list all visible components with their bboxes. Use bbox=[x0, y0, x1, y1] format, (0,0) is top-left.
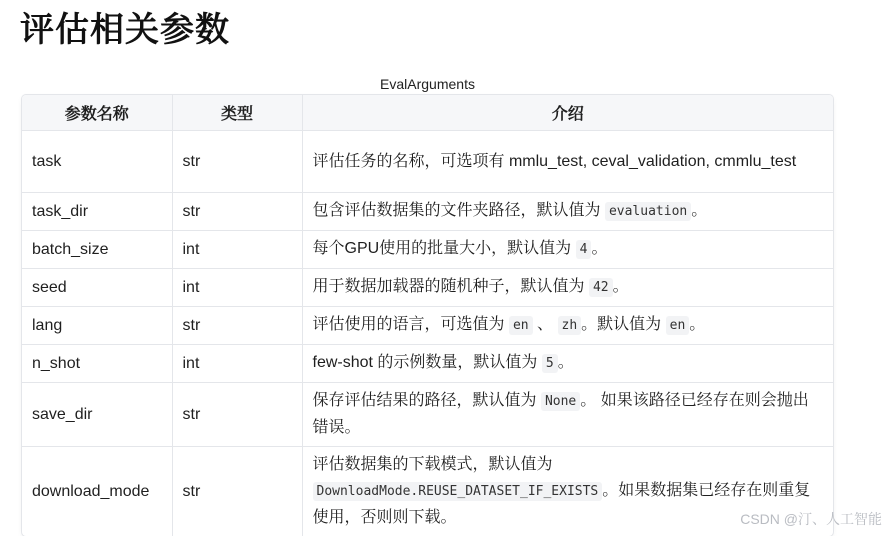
description-text: 评估数据集的下载模式，默认值为 bbox=[313, 456, 553, 473]
inline-code: 5 bbox=[542, 354, 558, 373]
description-text: 。如果数据集已经存在则重复使用，否则则下载。 bbox=[313, 482, 811, 526]
header-type: 类型 bbox=[172, 95, 302, 131]
param-type-cell: str bbox=[172, 131, 302, 193]
description-text: 。 bbox=[591, 240, 607, 257]
description-text: 用于数据加载器的随机种子，默认值为 bbox=[313, 278, 589, 295]
inline-code: DownloadMode.REUSE_DATASET_IF_EXISTS bbox=[313, 482, 603, 501]
description-text: 保存评估结果的路径，默认值为 bbox=[313, 392, 541, 409]
inline-code: None bbox=[541, 392, 580, 411]
inline-code: zh bbox=[558, 316, 582, 335]
param-type-cell: str bbox=[172, 193, 302, 231]
description-text: 评估任务的名称，可选项有 mmlu_test, ceval_validation, cmmlu_test bbox=[313, 153, 797, 170]
inline-code: evaluation bbox=[605, 202, 691, 221]
description-text: 。 bbox=[691, 202, 707, 219]
param-description-cell bbox=[302, 345, 833, 383]
param-description-cell bbox=[302, 193, 833, 231]
inline-code: en bbox=[666, 316, 690, 335]
table-row bbox=[22, 345, 833, 383]
description-text: 评估使用的语言，可选值为 bbox=[313, 316, 509, 333]
description-text: few-shot 的示例数量，默认值为 bbox=[313, 354, 542, 371]
param-description-cell bbox=[302, 307, 833, 345]
table-row bbox=[22, 307, 833, 345]
param-type-cell: str bbox=[172, 447, 302, 536]
param-description-cell bbox=[302, 269, 833, 307]
inline-code: 42 bbox=[589, 278, 613, 297]
watermark: CSDN @汀、人工智能 bbox=[740, 509, 882, 529]
param-name-cell: lang bbox=[22, 307, 172, 345]
param-name-cell: task bbox=[22, 131, 172, 193]
inline-code: en bbox=[509, 316, 533, 335]
param-type-cell: int bbox=[172, 269, 302, 307]
param-description-cell bbox=[302, 383, 833, 447]
param-name-cell: download_mode bbox=[22, 447, 172, 536]
param-description-cell bbox=[302, 131, 833, 193]
param-name-cell: save_dir bbox=[22, 383, 172, 447]
inline-code: 4 bbox=[576, 240, 592, 259]
table-row bbox=[22, 193, 833, 231]
param-name-cell: task_dir bbox=[22, 193, 172, 231]
table-row bbox=[22, 131, 833, 193]
param-description-cell bbox=[302, 231, 833, 269]
param-name-cell: n_shot bbox=[22, 345, 172, 383]
table-caption: EvalArguments bbox=[22, 76, 833, 92]
param-type-cell: int bbox=[172, 231, 302, 269]
description-text: 。 bbox=[613, 278, 629, 295]
description-text: 。 bbox=[689, 316, 705, 333]
table-body bbox=[22, 131, 833, 536]
param-type-cell: int bbox=[172, 345, 302, 383]
table-row bbox=[22, 447, 833, 536]
table-row bbox=[22, 231, 833, 269]
param-name-cell: batch_size bbox=[22, 231, 172, 269]
description-text: 包含评估数据集的文件夹路径，默认值为 bbox=[313, 202, 605, 219]
eval-arguments-table bbox=[22, 95, 833, 536]
table-row bbox=[22, 269, 833, 307]
description-text: 每个GPU使用的批量大小，默认值为 bbox=[313, 240, 576, 257]
table-row bbox=[22, 383, 833, 447]
description-text: 。 如果该路径已经存在则会抛出错误。 bbox=[313, 392, 809, 436]
param-name-cell: seed bbox=[22, 269, 172, 307]
description-text: 。 bbox=[558, 354, 574, 371]
param-type-cell: str bbox=[172, 383, 302, 447]
header-description: 介绍 bbox=[302, 95, 833, 131]
header-param-name: 参数名称 bbox=[22, 95, 172, 131]
description-text: 。默认值为 bbox=[581, 316, 665, 333]
description-text: 、 bbox=[533, 316, 558, 333]
table-header-row bbox=[22, 95, 833, 131]
page-title: 评估相关参数 bbox=[20, 8, 230, 52]
param-type-cell: str bbox=[172, 307, 302, 345]
